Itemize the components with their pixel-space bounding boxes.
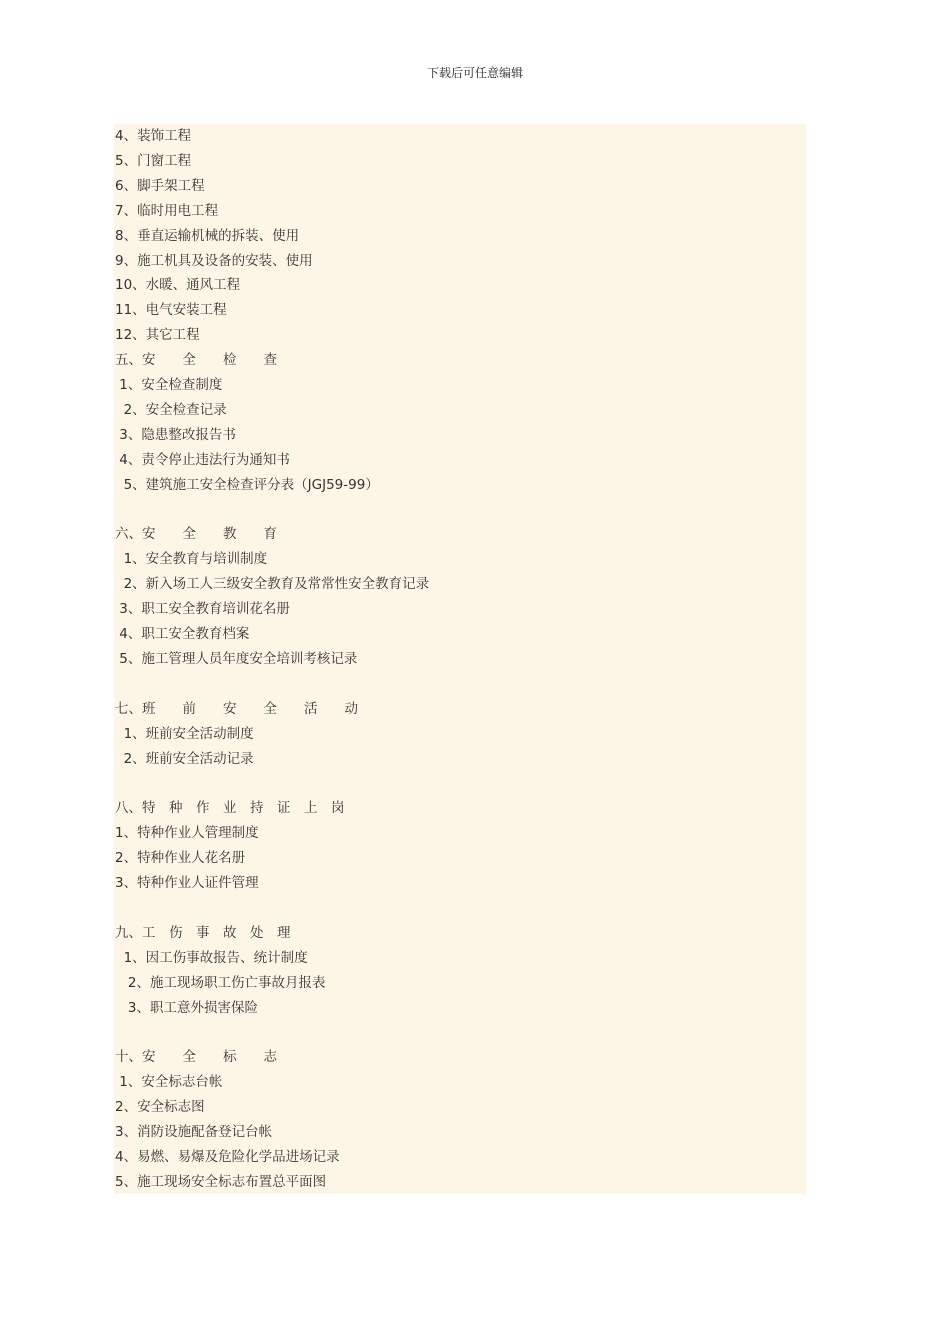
- document-line: 2、班前安全活动记录: [115, 750, 254, 767]
- document-line: 七、班 前 安 全 活 动: [115, 700, 358, 717]
- document-line: 1、特种作业人管理制度: [115, 825, 259, 842]
- document-line: 2、特种作业人花名册: [115, 850, 246, 867]
- document-line: 2、施工现场职工伤亡事故月报表: [115, 974, 326, 991]
- document-line: 六、安 全 教 育: [115, 526, 277, 543]
- document-line: 4、责令停止违法行为通知书: [115, 451, 290, 468]
- document-line: 1、班前安全活动制度: [115, 725, 254, 742]
- document-line: 3、职工意外损害保险: [115, 999, 258, 1016]
- document-line: 1、安全教育与培训制度: [115, 551, 268, 568]
- document-line: 八、特 种 作 业 持 证 上 岗: [115, 800, 345, 817]
- document-line: 九、工 伤 事 故 处 理: [115, 924, 291, 941]
- document-line: 2、新入场工人三级安全教育及常常性安全教育记录: [115, 576, 430, 593]
- document-line: 6、脚手架工程: [115, 177, 205, 194]
- document-line: 4、装饰工程: [115, 128, 192, 144]
- document-line: 10、水暖、通风工程: [115, 277, 241, 294]
- document-line: 5、门窗工程: [115, 152, 192, 169]
- document-line: 4、易燃、易爆及危险化学品进场记录: [115, 1148, 340, 1165]
- page-header: 下载后可任意编辑: [426, 66, 523, 80]
- document-line: 十、安 全 标 志: [115, 1049, 277, 1066]
- document-line: 7、临时用电工程: [115, 202, 219, 219]
- document-line: 11、电气安装工程: [115, 302, 227, 319]
- document-line: 12、其它工程: [115, 327, 200, 344]
- document-line: 5、施工现场安全标志布置总平面图: [115, 1173, 327, 1190]
- document-body: [114, 124, 806, 1194]
- document-line: 8、垂直运输机械的拆装、使用: [115, 227, 300, 244]
- document-line: 1、安全标志台帐: [115, 1074, 223, 1091]
- document-line: 2、安全检查记录: [115, 401, 227, 418]
- document-line: 3、消防设施配备登记台帐: [115, 1124, 273, 1140]
- document-line: 2、安全标志图: [115, 1099, 205, 1116]
- document-line: 五、安 全 检 查: [115, 352, 277, 369]
- document-line: 5、建筑施工安全检查评分表（JGJ59-99）: [115, 476, 379, 493]
- document-line: 5、施工管理人员年度安全培训考核记录: [115, 650, 358, 667]
- document-line: 3、隐患整改报告书: [115, 426, 236, 443]
- document-line: 3、职工安全教育培训花名册: [115, 601, 290, 618]
- document-line: 4、职工安全教育档案: [115, 626, 250, 642]
- document-line: 1、因工伤事故报告、统计制度: [115, 949, 308, 966]
- document-line: 9、施工机具及设备的安装、使用: [115, 252, 313, 269]
- document-line: 3、特种作业人证件管理: [115, 875, 259, 891]
- document-line: 1、安全检查制度: [115, 377, 223, 393]
